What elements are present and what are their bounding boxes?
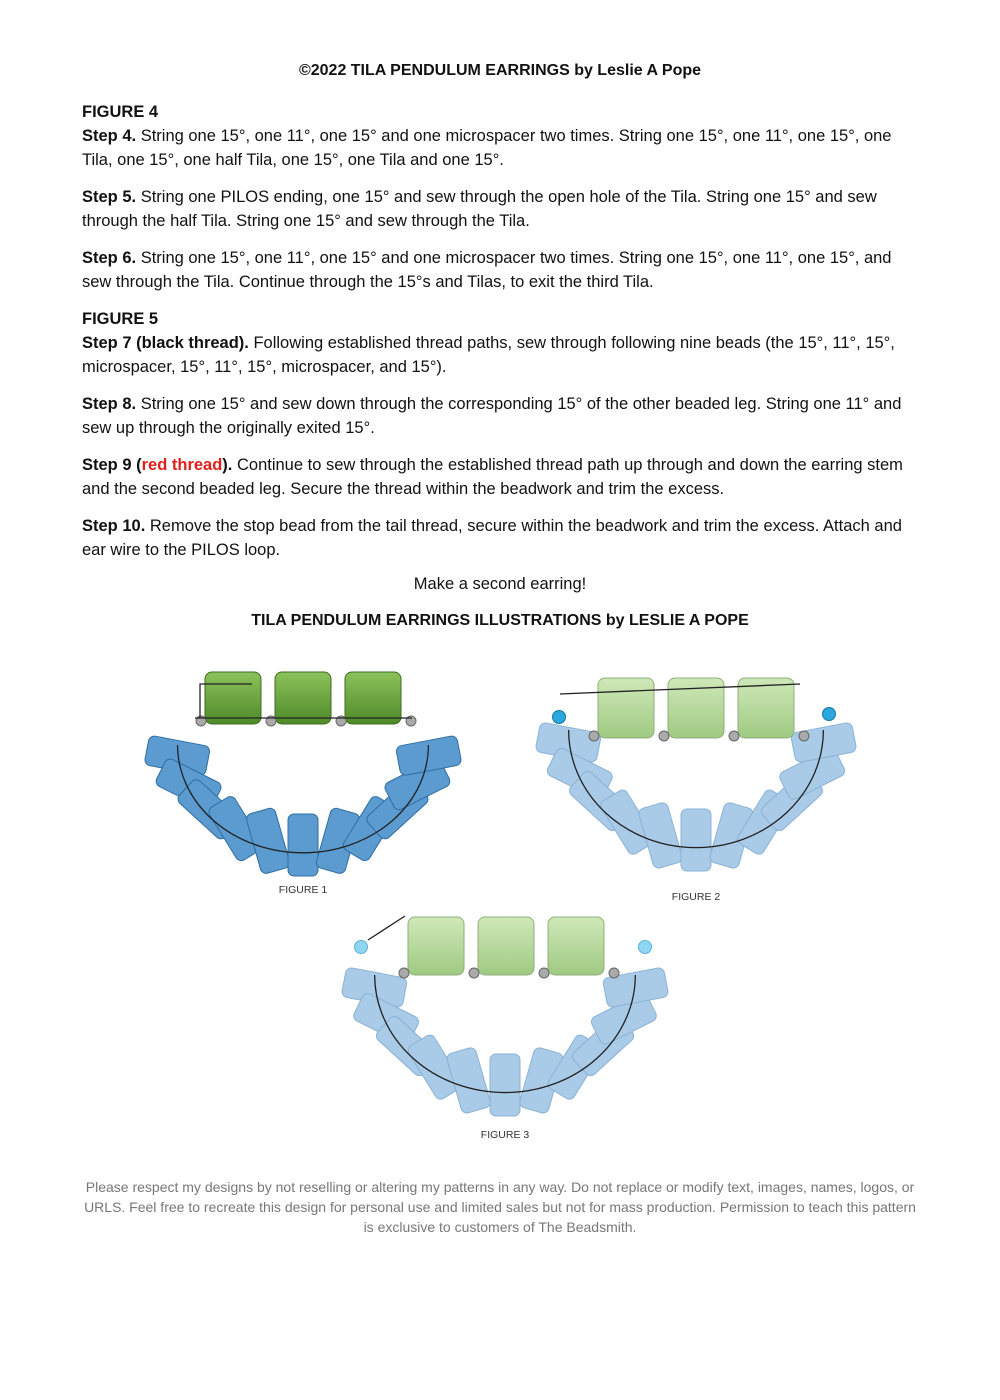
step-7-text: Following established thread paths, sew through following nine beads (the 15°, 11°, 15°, microspacer, 15°, 11°, 15°, microspacer, and 15°). xyxy=(82,334,895,376)
step-9-label-b: ). xyxy=(222,456,233,474)
step-4-text: String one 15°, one 11°, one 15° and one microspacer two times. String one 15°, one 11°, one 15°, one Tila, one 15°, one half Tila, one 15°, one Tila and one 15°. xyxy=(82,127,892,169)
illustrations-title: TILA PENDULUM EARRINGS ILLUSTRATIONS by LESLIE A POPE xyxy=(251,612,749,629)
page-title: ©2022 TILA PENDULUM EARRINGS by Leslie A Pope xyxy=(298,62,702,79)
figure5-heading: FIGURE 5 xyxy=(82,310,159,328)
step-9-label-a: Step 9 ( xyxy=(82,456,142,474)
step-6-label: Step 6. xyxy=(82,249,137,267)
figure-2-illustration xyxy=(535,678,857,871)
seed-bead xyxy=(245,807,291,875)
seed-bead xyxy=(790,722,857,763)
figure-1-caption: FIGURE 1 xyxy=(278,884,328,896)
footer-notice: Please respect my designs by not reselling or altering my patterns in any way. Do not replace or modify text, images, names, logos, or URLS. Feel free to recreate this design for personal use and limited sales but not for mass production. Permission to teach this pattern is exclusive to customers of The Beadsmith. xyxy=(84,1179,916,1235)
step-6-text: String one 15°, one 11°, one 15° and one microspacer two times. String one 15°, one 11°, one 15°, and sew through the Tila. Continue through the 15°s and Tilas, to exit the third Tila. xyxy=(82,249,892,291)
tila-bead xyxy=(548,917,604,975)
microspacer-bead xyxy=(639,941,652,954)
figure4-heading: FIGURE 4 xyxy=(82,103,159,121)
step-5-text: String one PILOS ending, one 15° and sew through the open hole of the Tila. String one 15° and sew through the half Tila. String one 15° and sew through the Tila. xyxy=(82,188,877,230)
tila-bead xyxy=(408,917,464,975)
figure-3-illustration xyxy=(341,916,669,1116)
step-7-label: Step 7 (black thread). xyxy=(82,334,249,352)
thread-path xyxy=(368,916,405,940)
seed-bead xyxy=(395,735,462,776)
microspacer-bead xyxy=(355,941,368,954)
seed-bead xyxy=(446,1047,492,1115)
small-bead xyxy=(469,968,479,978)
step-5-label: Step 5. xyxy=(82,188,137,206)
closing-line: Make a second earring! xyxy=(413,575,587,593)
step-4-label: Step 4. xyxy=(82,127,137,145)
bead-shape xyxy=(395,735,462,776)
bead-shape xyxy=(446,1047,492,1115)
figure-3-caption: FIGURE 3 xyxy=(480,1129,530,1141)
step-9-text: Continue to sew through the established thread path up through and down the earring stem and the second beaded leg. Secure the thread within the beadwork and trim the excess. xyxy=(82,456,903,498)
seed-bead xyxy=(638,802,684,870)
step-10-text: Remove the stop bead from the tail thread, secure within the beadwork and trim the excess. Attach and ear wire to the PILOS loop. xyxy=(82,517,902,559)
tila-bead xyxy=(205,672,261,724)
seed-bead xyxy=(288,814,318,876)
tila-bead xyxy=(598,678,654,738)
microspacer-bead xyxy=(823,708,836,721)
bead-shape xyxy=(490,1054,520,1116)
small-bead xyxy=(659,731,669,741)
bead-shape xyxy=(638,802,684,870)
step-8-label: Step 8. xyxy=(82,395,137,413)
seed-bead xyxy=(681,809,711,871)
small-bead xyxy=(729,731,739,741)
bead-shape xyxy=(288,814,318,876)
small-bead xyxy=(399,968,409,978)
small-bead xyxy=(609,968,619,978)
step-8-text: String one 15° and sew down through the corresponding 15° of the other beaded leg. String one 11° and sew up through the originally exited 15°. xyxy=(82,395,902,437)
microspacer-bead xyxy=(553,711,566,724)
tila-bead xyxy=(738,678,794,738)
small-bead xyxy=(799,731,809,741)
step-10-label: Step 10. xyxy=(82,517,146,535)
tila-bead xyxy=(478,917,534,975)
figure-2-caption: FIGURE 2 xyxy=(671,891,721,903)
bead-shape xyxy=(790,722,857,763)
small-bead xyxy=(589,731,599,741)
figure-1-illustration xyxy=(144,672,462,876)
tila-bead xyxy=(275,672,331,724)
step-9-red-thread: red thread xyxy=(141,456,223,474)
small-bead xyxy=(539,968,549,978)
bead-shape xyxy=(681,809,711,871)
seed-bead xyxy=(490,1054,520,1116)
tila-bead xyxy=(345,672,401,724)
bead-shape xyxy=(245,807,291,875)
